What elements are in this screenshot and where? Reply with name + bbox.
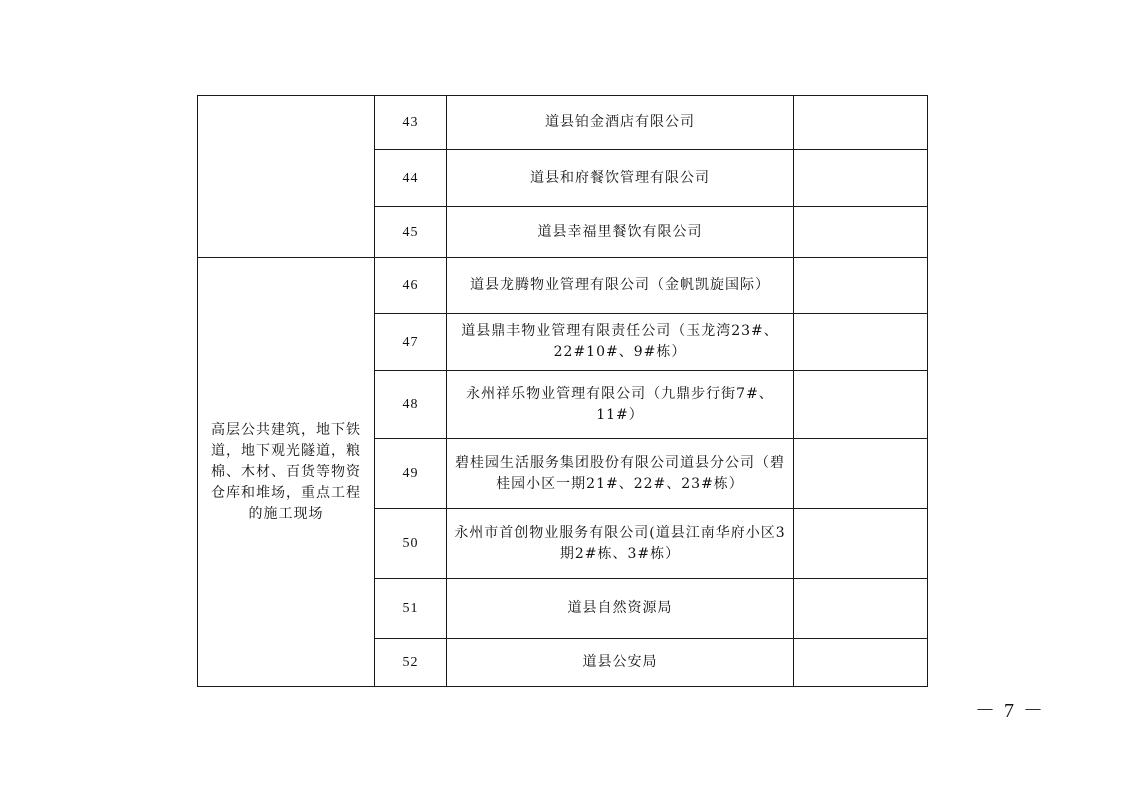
note-cell	[794, 96, 928, 150]
unit-name: 道县龙腾物业管理有限公司（金帆凯旋国际）	[447, 258, 794, 314]
page-number: － 7 －	[975, 700, 1045, 722]
row-number: 43	[375, 96, 447, 150]
row-number: 51	[375, 579, 447, 639]
unit-name: 碧桂园生活服务集团股份有限公司道县分公司（碧桂园小区一期21#、22#、23#栋）	[447, 439, 794, 509]
unit-name: 永州市首创物业服务有限公司(道县江南华府小区3期2#栋、3#栋）	[447, 509, 794, 579]
table-row	[198, 258, 928, 314]
note-cell	[794, 579, 928, 639]
note-cell	[794, 439, 928, 509]
table-row	[198, 96, 928, 150]
note-cell	[794, 314, 928, 371]
unit-list-table	[197, 95, 928, 687]
category-cell	[198, 96, 375, 258]
unit-name: 道县自然资源局	[447, 579, 794, 639]
unit-name: 道县鼎丰物业管理有限责任公司（玉龙湾23#、22#10#、9#栋）	[447, 314, 794, 371]
unit-name: 道县公安局	[447, 639, 794, 687]
note-cell	[794, 258, 928, 314]
note-cell	[794, 371, 928, 439]
note-cell	[794, 639, 928, 687]
category-cell: 高层公共建筑，地下铁道，地下观光隧道，粮棉、木材、百货等物资仓库和堆场，重点工程的施工现场	[198, 258, 375, 687]
row-number: 44	[375, 150, 447, 207]
unit-name: 道县和府餐饮管理有限公司	[447, 150, 794, 207]
unit-name: 道县幸福里餐饮有限公司	[447, 207, 794, 258]
row-number: 50	[375, 509, 447, 579]
unit-name: 永州祥乐物业管理有限公司（九鼎步行街7#、11#）	[447, 371, 794, 439]
note-cell	[794, 150, 928, 207]
row-number: 47	[375, 314, 447, 371]
row-number: 48	[375, 371, 447, 439]
row-number: 49	[375, 439, 447, 509]
unit-name: 道县铂金酒店有限公司	[447, 96, 794, 150]
note-cell	[794, 207, 928, 258]
row-number: 46	[375, 258, 447, 314]
note-cell	[794, 509, 928, 579]
row-number: 52	[375, 639, 447, 687]
row-number: 45	[375, 207, 447, 258]
